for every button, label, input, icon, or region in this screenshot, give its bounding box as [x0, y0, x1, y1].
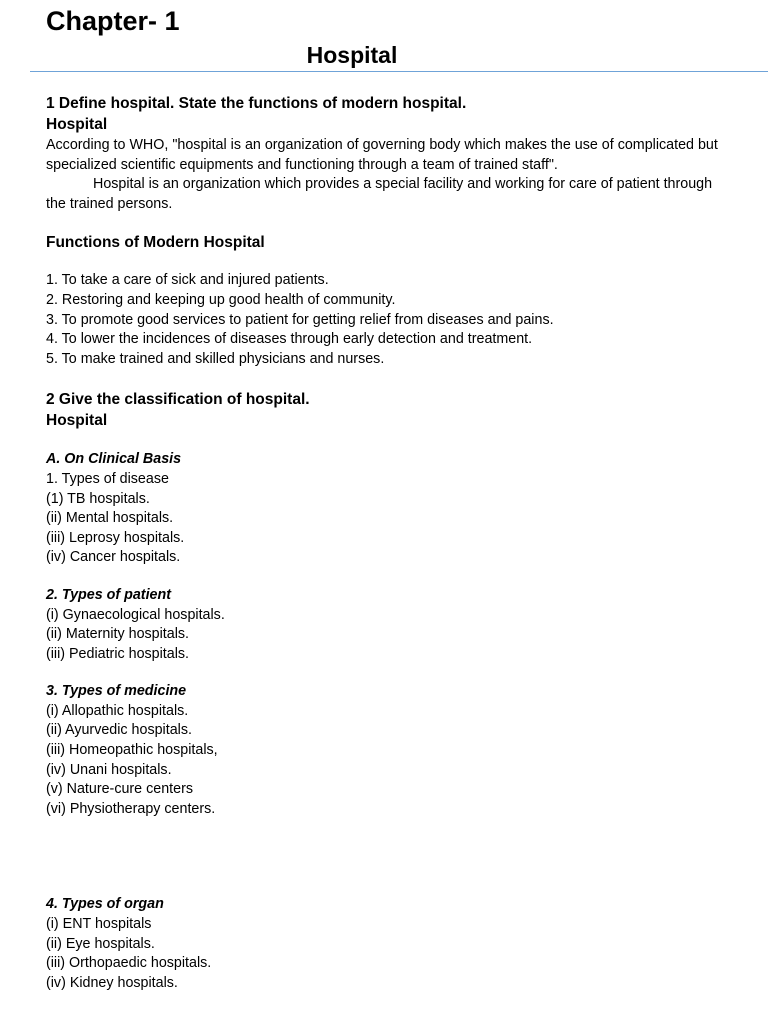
list-item: (iv) Cancer hospitals.: [46, 549, 181, 566]
list-item: (i) Allopathic hospitals.: [46, 702, 189, 719]
list-item: (i) Gynaecological hospitals.: [46, 606, 225, 623]
title-divider: [30, 71, 768, 72]
medicine-types-heading: 3. Types of medicine: [46, 683, 187, 700]
list-item: (iii) Homeopathic hospitals,: [46, 742, 218, 759]
list-item: (ii) Eye hospitals.: [46, 935, 155, 952]
spacer: [46, 664, 726, 682]
who-definition-paragraph: According to WHO, "hospital is an organization of governing body which makes the use of complicated but specialized scientific equipments and functioning through a team of trained staff".: [46, 137, 718, 173]
list-item: (1) TB hospitals.: [46, 490, 150, 507]
list-item: (ii) Mental hospitals.: [46, 510, 174, 527]
list-item: (ii) Maternity hospitals.: [46, 626, 190, 643]
list-item: 2. Restoring and keeping up good health of community.: [46, 291, 396, 308]
general-definition-paragraph: Hospital is an organization which provides a special facility and working for care of patient through the trained persons.: [46, 176, 713, 212]
page-title: Hospital: [306, 42, 398, 68]
question-2-subheading: Hospital: [46, 412, 108, 430]
organ-types-heading: 4. Types of organ: [46, 896, 164, 913]
list-item: 3. To promote good services to patient for getting relief from diseases and pains.: [46, 311, 554, 328]
list-item: (v) Nature-cure centers: [46, 781, 193, 798]
question-2-heading: 2 Give the classification of hospital.: [46, 391, 310, 409]
list-item: (iii) Leprosy hospitals.: [46, 529, 185, 546]
list-item: (iv) Kidney hospitals.: [46, 974, 178, 991]
spacer: [46, 214, 726, 232]
functions-heading: Functions of Modern Hospital: [46, 234, 265, 252]
chapter-heading: Chapter- 1: [46, 6, 180, 36]
spacer: [46, 253, 726, 271]
clinical-basis-heading: A. On Clinical Basis: [46, 451, 182, 468]
question-1-section: [46, 93, 726, 369]
medicine-types-list: [46, 702, 726, 820]
list-item: (iii) Orthopaedic hospitals.: [46, 955, 212, 972]
list-item: (iv) Unani hospitals.: [46, 761, 172, 778]
spacer: [46, 819, 726, 895]
disease-types-list: [46, 490, 726, 568]
list-item: (i) ENT hospitals: [46, 916, 152, 933]
organ-types-list: [46, 915, 726, 993]
document-body: [46, 93, 726, 993]
question-2-section: [46, 389, 726, 993]
disease-types-label: 1. Types of disease: [46, 470, 169, 487]
list-item: 4. To lower the incidences of diseases through early detection and treatment.: [46, 331, 533, 348]
list-item: 1. To take a care of sick and injured patients.: [46, 272, 329, 289]
question-1-subheading: Hospital: [46, 116, 108, 133]
spacer: [46, 369, 726, 389]
functions-list: [46, 271, 726, 369]
patient-types-heading: 2. Types of patient: [46, 586, 171, 603]
spacer: [46, 432, 726, 450]
patient-types-list: [46, 606, 726, 665]
list-item: (iii) Pediatric hospitals.: [46, 645, 190, 662]
list-item: 5. To make trained and skilled physicians and nurses.: [46, 350, 385, 367]
list-item: (ii) Ayurvedic hospitals.: [46, 722, 192, 739]
spacer: [46, 568, 726, 586]
question-1-heading: 1 Define hospital. State the functions of modern hospital.: [46, 95, 467, 112]
list-item: (vi) Physiotherapy centers.: [46, 800, 216, 817]
